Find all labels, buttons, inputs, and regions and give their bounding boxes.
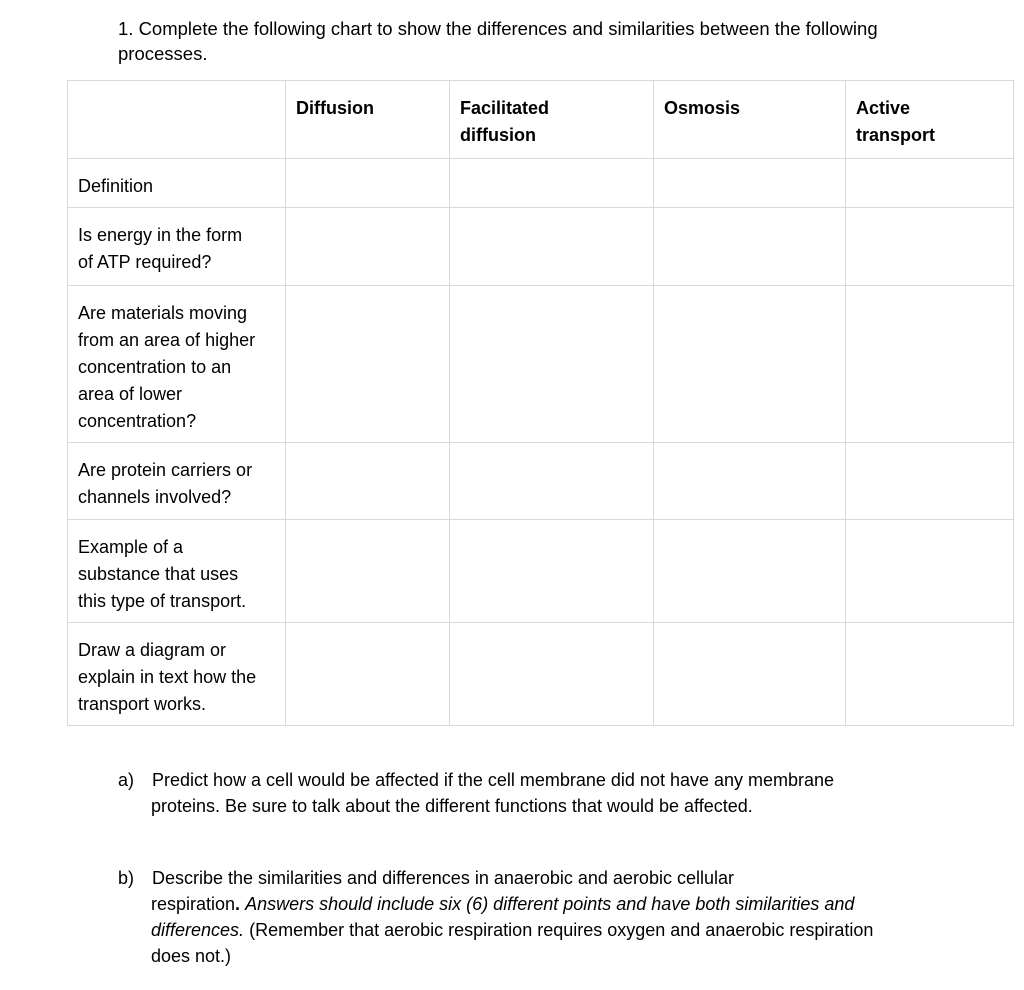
answer-cell[interactable] [846, 208, 1014, 286]
header-active-transport-line-1: Active [856, 98, 911, 118]
row-label-line: area of lower [78, 384, 183, 404]
table-row [68, 208, 1014, 286]
answer-cell[interactable] [450, 623, 654, 726]
row-label-line: Example of a [78, 537, 184, 557]
answer-cell[interactable] [846, 159, 1014, 208]
part-a-marker: a) [118, 770, 135, 790]
answer-cell[interactable] [286, 159, 450, 208]
part-b-line-3-italic: differences. [151, 920, 245, 940]
row-label-example-substance [68, 520, 286, 623]
answer-cell[interactable] [846, 520, 1014, 623]
answer-cell[interactable] [846, 443, 1014, 520]
answer-cell[interactable] [450, 159, 654, 208]
question-title-line-1: 1. Complete the following chart to show the differences and similarities between the following [118, 18, 878, 39]
row-label-line: Are protein carriers or [78, 460, 253, 480]
comparison-chart [67, 80, 1014, 726]
header-active-transport [846, 81, 1014, 159]
answer-cell[interactable] [286, 208, 450, 286]
part-b-line-1: Describe the similarities and differences in anaerobic and aerobic cellular [152, 868, 734, 888]
row-label-line: Definition [78, 176, 154, 196]
row-label-line: substance that uses [78, 564, 239, 584]
table-row [68, 520, 1014, 623]
answer-cell[interactable] [286, 286, 450, 443]
row-label-line: this type of transport. [78, 591, 247, 611]
part-a-line-2: proteins. Be sure to talk about the different functions that would be affected. [151, 796, 753, 816]
answer-cell[interactable] [846, 623, 1014, 726]
answer-cell[interactable] [654, 208, 846, 286]
table-row [68, 443, 1014, 520]
answer-cell[interactable] [450, 520, 654, 623]
row-label-protein-carriers [68, 443, 286, 520]
question-title-line-2: processes. [118, 43, 208, 64]
answer-cell[interactable] [654, 520, 846, 623]
part-b-line-2-bold: . [235, 894, 241, 914]
answer-cell[interactable] [654, 623, 846, 726]
row-label-line: Draw a diagram or [78, 640, 227, 660]
answer-cell[interactable] [286, 623, 450, 726]
row-label-concentration [68, 286, 286, 443]
row-label-line: concentration? [78, 411, 197, 431]
header-facilitated-diffusion [450, 81, 654, 159]
answer-cell[interactable] [450, 286, 654, 443]
part-b-line-3 [118, 917, 958, 943]
row-label-line: channels involved? [78, 487, 232, 507]
question-part-a [118, 767, 958, 819]
header-active-transport-line-2: transport [856, 125, 936, 145]
header-row [68, 81, 1014, 159]
row-label-line: from an area of higher [78, 330, 256, 350]
header-facilitated-diffusion-line-1: Facilitated [460, 98, 550, 118]
header-diffusion-text: Diffusion [296, 98, 374, 118]
table-row [68, 159, 1014, 208]
answer-cell[interactable] [450, 208, 654, 286]
row-label-line: Are materials moving [78, 303, 248, 323]
answer-cell[interactable] [654, 443, 846, 520]
answer-cell[interactable] [286, 443, 450, 520]
question-title [118, 16, 978, 66]
header-diffusion [286, 81, 450, 159]
part-b-line-2-italic: Answers should include six (6) different points and have both similarities and [245, 894, 855, 914]
answer-cell[interactable] [654, 286, 846, 443]
header-osmosis-text: Osmosis [664, 98, 741, 118]
answer-cell[interactable] [450, 443, 654, 520]
part-a-line-1: Predict how a cell would be affected if the cell membrane did not have any membrane [152, 770, 835, 790]
row-label-line: explain in text how the [78, 667, 257, 687]
part-b-line-2-plain: respiration [151, 894, 236, 914]
row-label-line: concentration to an [78, 357, 232, 377]
row-label-line: of ATP required? [78, 252, 212, 272]
header-cell-empty [68, 81, 286, 159]
header-facilitated-diffusion-line-2: diffusion [460, 125, 536, 145]
question-part-b [118, 865, 958, 969]
part-b-line-4: does not.) [151, 946, 232, 966]
row-label-line: Is energy in the form [78, 225, 243, 245]
row-label-line: transport works. [78, 694, 207, 714]
answer-cell[interactable] [846, 286, 1014, 443]
row-label-definition [68, 159, 286, 208]
row-label-diagram [68, 623, 286, 726]
part-b-line-2 [118, 891, 958, 917]
table-row [68, 286, 1014, 443]
answer-cell[interactable] [286, 520, 450, 623]
row-label-energy-atp [68, 208, 286, 286]
part-b-line-3-plain: (Remember that aerobic respiration requires oxygen and anaerobic respiration [249, 920, 874, 940]
header-osmosis [654, 81, 846, 159]
part-b-marker: b) [118, 868, 135, 888]
answer-cell[interactable] [654, 159, 846, 208]
table-row [68, 623, 1014, 726]
